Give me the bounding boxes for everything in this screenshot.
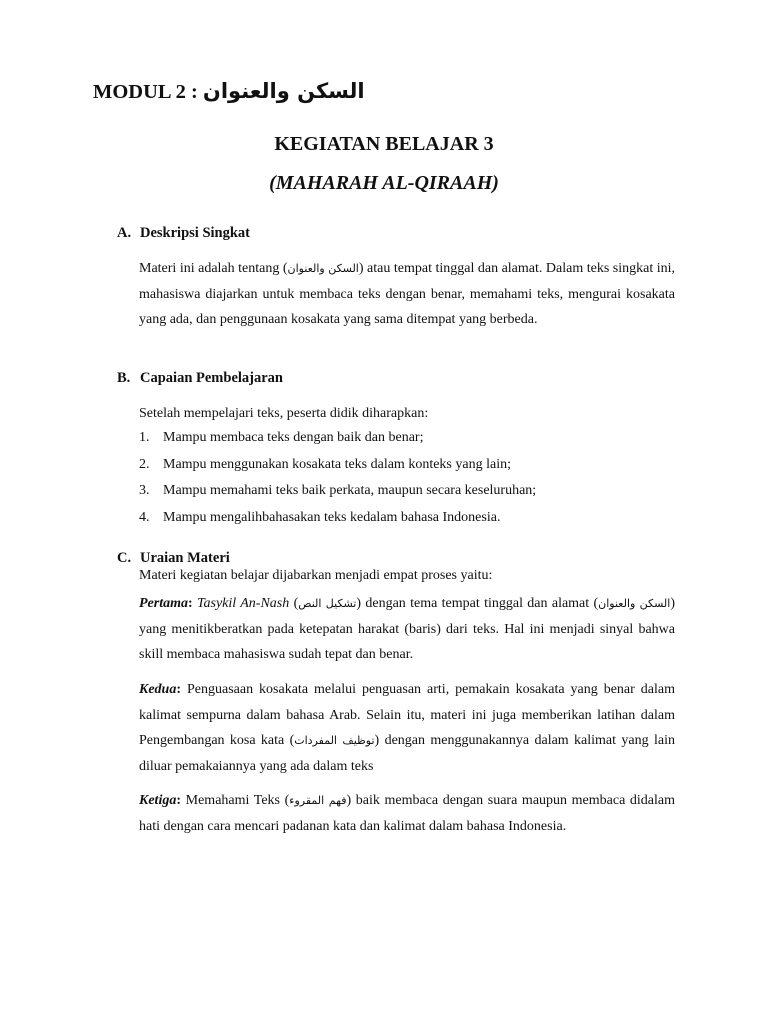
section-a-title: Deskripsi Singkat [140, 225, 250, 241]
pertama-paragraph [139, 591, 675, 668]
kedua-colon: : [176, 682, 187, 697]
list-item-text: Mampu menggunakan kosakata teks dalam konteks yang lain; [163, 456, 511, 472]
section-b-letter: B. [117, 370, 131, 386]
pertama-text-3: ) yang menitikberatkan pada ketepatan harakat (baris) dari teks. Hal ini menjadi sinyal bahwa skill membaca mahasiswa sudah tepat dan benar. [139, 596, 675, 662]
kedua-label: Kedua [139, 682, 177, 697]
section-c-intro: Materi kegiatan belajar dijabarkan menjadi empat proses yaitu: [139, 568, 493, 583]
list-item-text: Mampu memahami teks baik perkata, maupun secara keseluruhan; [163, 483, 537, 498]
kedua-arabic-1: توظيف المفردات [294, 734, 375, 747]
list-item-number: 2. [139, 456, 150, 472]
ketiga-colon: : [176, 793, 186, 808]
pertama-term: Tasykil An-Nash [197, 596, 290, 611]
pertama-text-2: ) dengan tema tempat tinggal dan alamat ( [356, 596, 599, 611]
kedua-text-2: ) dengan menggunakannya dalam kalimat yang lain diluar pemakaiannya yang ada dalam teks [139, 733, 675, 774]
modul-prefix: MODUL 2 : [93, 81, 203, 103]
section-a-arabic: السكن والعنوان [287, 262, 359, 275]
maharah-subtitle: (MAHARAH AL-QIRAAH) [269, 172, 499, 194]
modul-title [93, 78, 365, 105]
section-a-letter: A. [117, 225, 132, 241]
section-a-text-1: Materi ini adalah tentang ( [139, 261, 288, 276]
section-b-heading [117, 370, 283, 387]
list-item-number: 4. [139, 509, 150, 525]
section-b-intro: Setelah mempelajari teks, peserta didik diharapkan: [139, 406, 429, 421]
learning-outcomes-list [139, 425, 675, 531]
list-item [139, 505, 675, 532]
section-c-letter: C. [117, 550, 132, 566]
list-item-number: 1. [139, 430, 150, 445]
list-item-text: Mampu mengalihbahasakan teks kedalam bahasa Indonesia. [163, 509, 501, 525]
ketiga-label: Ketiga [139, 793, 177, 808]
pertama-label: Pertama [139, 596, 188, 611]
section-b-title: Capaian Pembelajaran [140, 370, 283, 386]
section-a-paragraph [139, 256, 675, 333]
ketiga-arabic-1: فهم المقروء [289, 794, 347, 807]
kedua-text-1: Penguasaan kosakata melalui penguasan arti, pemakain kosakata yang benar dalam kalimat sempurna dalam bahasa Arab. Selain itu, materi ini juga memberikan latihan dalam Pengembangan kosa kata ( [139, 682, 675, 748]
section-a-text-2: ) atau tempat tinggal dan alamat. Dalam teks singkat ini, mahasiswa diajarkan untuk membaca teks dengan benar, memahami teks, mengurai kosakata yang ada, dan penggunaan kosakata yang sama ditempat yang berbeda. [139, 261, 676, 327]
list-item [139, 425, 675, 452]
pertama-arabic-2: السكن والعنوان [598, 597, 671, 610]
ketiga-text-1: Memahami Teks ( [185, 793, 290, 808]
section-c-title: Uraian Materi [140, 550, 230, 566]
pertama-text-1: ( [289, 596, 299, 611]
section-a-heading [117, 225, 250, 242]
list-item-text: Mampu membaca teks dengan baik dan benar; [163, 430, 424, 445]
ketiga-text-2: ) baik membaca dengan suara maupun membaca didalam hati dengan cara mencari padanan kata dan kalimat dalam bahasa Indonesia. [139, 793, 676, 834]
pertama-arabic-1: تشكيل النص [298, 597, 357, 610]
list-item [139, 478, 675, 505]
pertama-colon: : [188, 596, 197, 611]
kegiatan-title: KEGIATAN BELAJAR 3 [274, 133, 494, 155]
list-item [139, 452, 675, 479]
modul-arabic-title: السكن والعنوان [202, 79, 365, 103]
ketiga-paragraph [139, 788, 675, 839]
list-item-number: 3. [139, 483, 150, 498]
kedua-paragraph [139, 677, 675, 779]
